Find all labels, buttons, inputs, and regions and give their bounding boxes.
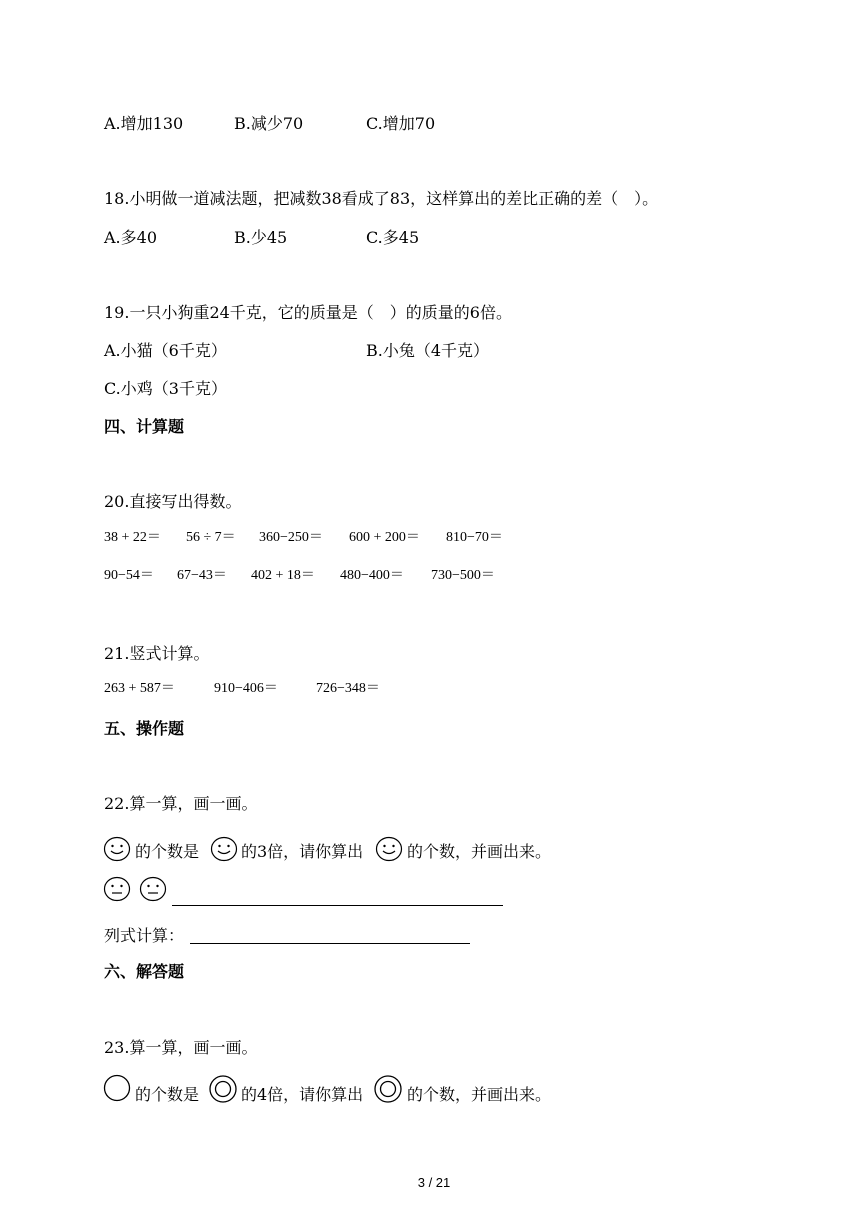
q19-text: 19.一只小狗重24千克，它的质量是（ ）的质量的6倍。	[104, 303, 512, 322]
smiley-icon	[103, 836, 131, 866]
formula-answer-line[interactable]	[190, 942, 470, 944]
q17-option-a: A.增加130	[104, 114, 184, 133]
q20-item: 402 + 18＝	[251, 568, 315, 583]
q19-option-c: C.小鸡（3千克）	[104, 379, 227, 398]
q18-option-b: B.少45	[234, 228, 288, 247]
page-number: 3 / 21	[417, 1175, 451, 1190]
section-heading-operation: 五、操作题	[104, 719, 185, 738]
q22-formula-label: 列式计算：	[104, 926, 185, 945]
q22-part1: 的个数是	[135, 842, 200, 861]
q17-option-c: C.增加70	[366, 114, 436, 133]
smiley-icon	[375, 836, 403, 866]
q20-item: 480−400＝	[340, 568, 404, 583]
q20-item: 67−43＝	[177, 568, 227, 583]
q20-item: 730−500＝	[431, 568, 495, 583]
q23-text: 23.算一算，画一画。	[104, 1038, 258, 1057]
q20-item: 90−54＝	[104, 568, 154, 583]
q21-item: 910−406＝	[214, 681, 278, 696]
q22-part2: 的3倍，请你算出	[241, 842, 364, 861]
q21-item: 263 + 587＝	[104, 681, 175, 696]
q20-item: 600 + 200＝	[349, 530, 420, 545]
smiley-icon	[210, 836, 238, 866]
double-circle-icon	[373, 1074, 403, 1108]
q20-item: 810−70＝	[446, 530, 503, 545]
q19-option-b: B.小兔（4千克）	[366, 341, 490, 360]
q18-option-c: C.多45	[366, 228, 420, 247]
q17-option-b: B.减少70	[234, 114, 304, 133]
q23-part1: 的个数是	[135, 1085, 200, 1104]
double-circle-icon	[208, 1074, 238, 1108]
circle-icon	[103, 1074, 131, 1106]
q23-part2: 的4倍，请你算出	[241, 1085, 364, 1104]
q19-option-a: A.小猫（6千克）	[104, 341, 227, 360]
q22-part3: 的个数，并画出来。	[407, 842, 552, 861]
q18-option-a: A.多40	[104, 228, 158, 247]
q22-text: 22.算一算，画一画。	[104, 794, 258, 813]
q18-text: 18.小明做一道减法题，把减数38看成了83，这样算出的差比正确的差（ ）。	[104, 189, 659, 208]
section-heading-calculation: 四、计算题	[104, 417, 185, 436]
neutral-face-icon	[103, 876, 131, 906]
drawing-answer-line[interactable]	[172, 904, 503, 906]
q20-text: 20.直接写出得数。	[104, 492, 242, 511]
q21-text: 21.竖式计算。	[104, 644, 210, 663]
q20-item: 56 ÷ 7＝	[186, 530, 236, 545]
q20-item: 360−250＝	[259, 530, 323, 545]
q21-item: 726−348＝	[316, 681, 380, 696]
q23-part3: 的个数，并画出来。	[407, 1085, 552, 1104]
q20-item: 38 + 22＝	[104, 530, 161, 545]
neutral-face-icon	[139, 876, 167, 906]
section-heading-answer: 六、解答题	[104, 962, 185, 981]
